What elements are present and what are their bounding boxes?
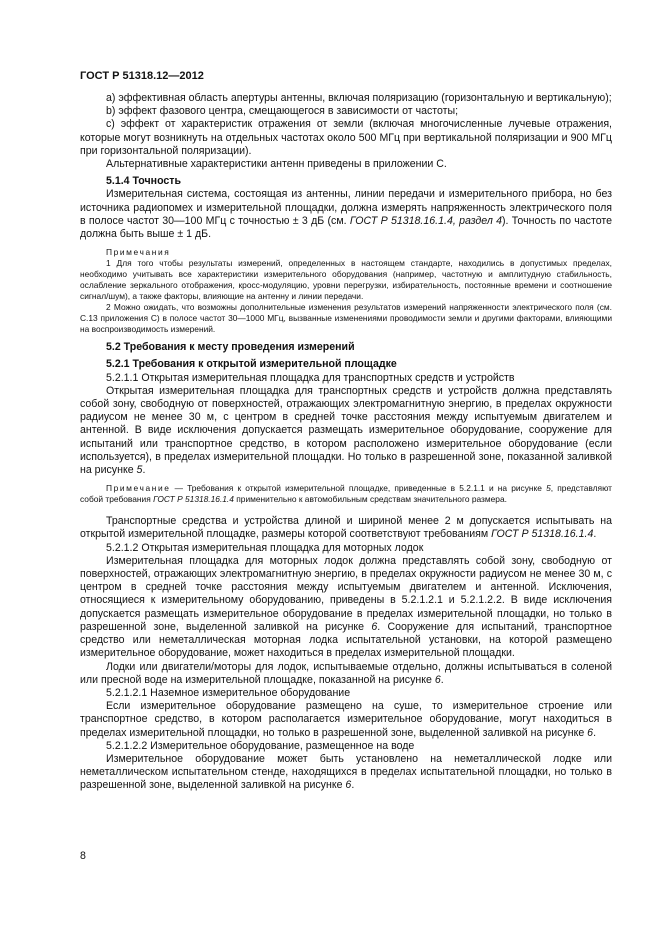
text-run: Лодки или двигатели/моторы для лодок, испытываемые отдельно, должны испытываться в соленой или пресной воде на измерительной площадке, показанной на рисунке: [80, 660, 612, 686]
subsection-5-2-1-2-1: 5.2.1.2.1 Наземное измерительное оборудование: [106, 686, 351, 699]
text-run: Измерительная площадка для моторных лодок должна представлять собой зону, свободную от поверхностей, отражающих электромагнитную энергию, в пределах окружности радиусом не менее 30 м, с центром в средней точке расстояния между испытуемым двигателем и антенной. Исключения, относящиеся к измерительному оборудованию, приведены в 5.2.1.2.1 и 5.2.1.2.2. В виде исключения допускается размещать измерительное оборудование в пределах измерительной площадки, но только в разрешенной зоне, выделенной заливкой на рисунке: [80, 554, 612, 633]
paragraph-accuracy: [80, 188, 612, 241]
section-heading-5-1-4: 5.1.4 Точность: [106, 175, 181, 188]
paragraph-boats-water: [80, 661, 612, 687]
text-run: .: [440, 673, 444, 686]
section-heading-5-2-1: 5.2.1 Требования к открытой измерительной площадке: [106, 358, 397, 371]
text-run: Измерительная система, состоящая из антенны, линии передачи и измерительного прибора, но без источника радиопомех и измерительной площадки, должна измерять напряженность электрического поля в полосе частот 30—100 МГц с точностью ± 3 дБ (см.: [80, 188, 612, 227]
notes-title: Примечания: [106, 247, 171, 258]
figure-reference: 6: [434, 673, 441, 686]
standard-reference: ГОСТ Р 51318.16.1.4, раздел 4: [349, 214, 503, 227]
text-run: Измерительное оборудование может быть установлено на неметаллической лодке или неметаллическом испытательном стенде, находящихся в пределах испытательной площадки, но только в разрешенной зоне, выделенной заливкой на рисунке: [80, 752, 612, 792]
note-2: 2 Можно ожидать, что возможны дополнительные изменения результатов измерений напряженности электрического поля (см. С.13 приложения С) в полосе частот 30—1000 МГц, вызванные изменениями проводимости земли и другими факторами, влияющими на воспроизводимость измерений.: [80, 302, 612, 335]
text-run: .: [593, 726, 597, 739]
paragraph-alt-characteristics: Альтернативные характеристики антенн приведены в приложении С.: [106, 158, 447, 171]
text-run: . Сооружение для испытаний, транспортное средство или неметаллическая моторная лодка испытательной установки, на которой размещено измерительное оборудование, может находиться в пределах измерительной площадки.: [80, 620, 612, 660]
figure-reference: 5: [546, 483, 551, 494]
standard-reference: ГОСТ Р 51318.16.1.4: [491, 528, 594, 541]
subsection-5-2-1-2-2: 5.2.1.2.2 Измерительное оборудование, размещенное на воде: [106, 739, 415, 752]
section-heading-5-2: 5.2 Требования к месту проведения измерений: [106, 341, 355, 354]
paragraph-boat-site: [80, 555, 612, 661]
note-label: Примечание: [106, 483, 171, 494]
paragraph-open-site-vehicles: [80, 385, 612, 477]
subsection-5-2-1-2: 5.2.1.2 Открытая измерительная площадка для моторных лодок: [106, 541, 424, 554]
paragraph-land-equipment: [80, 700, 612, 740]
subsection-5-2-1-1: 5.2.1.1 Открытая измерительная площадка для транспортных средств и устройств: [106, 371, 515, 384]
text-run: Открытая измерительная площадка для транспортных средств и устройств должна представлять собой зону, свободную от поверхностей, отражающих электромагнитную энергию, в пределах окружности радиусом не менее 30 м, с центром в средней точке расстояния между испытуемым двигателем и антенной. В виде исключения допускается размещать измерительное оборудование, сооружение для испытаний или транспортное средство, в котором расположено измерительное оборудование (если используется), в пределах измерительной площадки. Но только в разрешенной зоне, показанной заливкой на рисунке: [80, 384, 612, 477]
figure-reference: 6: [345, 779, 352, 792]
figure-reference: 6: [371, 620, 378, 633]
text-run: Если измерительное оборудование размещено на суше, то измерительное строение или транспортное средство, в котором располагается измерительное оборудование, могут находиться в пределах измерительной площадки, но только в разрешенной зоне, выделенной заливкой на рисунке: [80, 700, 612, 739]
text-run: применительно к автомобильным средствам значительного размера.: [233, 494, 507, 505]
list-item-b: b) эффект фазового центра, смещающегося в зависимости от частоты;: [106, 105, 459, 118]
paragraph-small-vehicles: [80, 515, 612, 541]
document-header: ГОСТ Р 51318.12—2012: [80, 70, 204, 82]
list-item-a: а) эффективная область апертуры антенны, включая поляризацию (горизонтальную и вертикальную);: [106, 92, 612, 104]
figure-reference: 6: [587, 726, 594, 739]
text-run: .: [593, 528, 597, 541]
note-open-site: [80, 483, 612, 505]
text-run: ). Точность по частоте должна быть выше ± 1 дБ.: [80, 214, 612, 241]
document-body: [80, 92, 612, 793]
note-1: 1 Для того чтобы результаты измерений, определенных в настоящем стандарте, находились в допустимых пределах, необходимо учитывать все характеристики измерительного оборудования (например, частотную и амплитудную стабильность, ослабление зеркального отображения, кросс-модуляцию, уровни перегрузки, избирательность, постоянные времени и соотношение сигнал/шум), а также факторы, влияющие на антенну и линии передачи.: [80, 258, 612, 302]
text-run: Транспортные средства и устройства длиной и шириной менее 2 м допускается испытывать на открытой измерительной площадке, размеры которой соответствуют требованиям: [80, 515, 612, 541]
list-item-c: с) эффект от характеристик отражения от земли (включая многочисленные лучевые отражения, которые могут возникнуть на отдельных частотах около 500 МГц при вертикальной поляризации и 900 МГц при горизонтальной поляризации).: [80, 118, 612, 157]
text-run: .: [142, 464, 146, 477]
figure-reference: 5: [136, 464, 143, 477]
paragraph-water-equipment: [80, 753, 612, 793]
text-run: , представляют собой требования: [80, 483, 612, 505]
page-number: 8: [80, 850, 86, 862]
standard-reference: ГОСТ Р 51318.16.1.4: [153, 494, 234, 505]
text-run: — Требования к открытой измерительной площадке, приведенные в 5.2.1.1 и на рисунке: [170, 483, 547, 494]
text-run: .: [351, 779, 355, 792]
